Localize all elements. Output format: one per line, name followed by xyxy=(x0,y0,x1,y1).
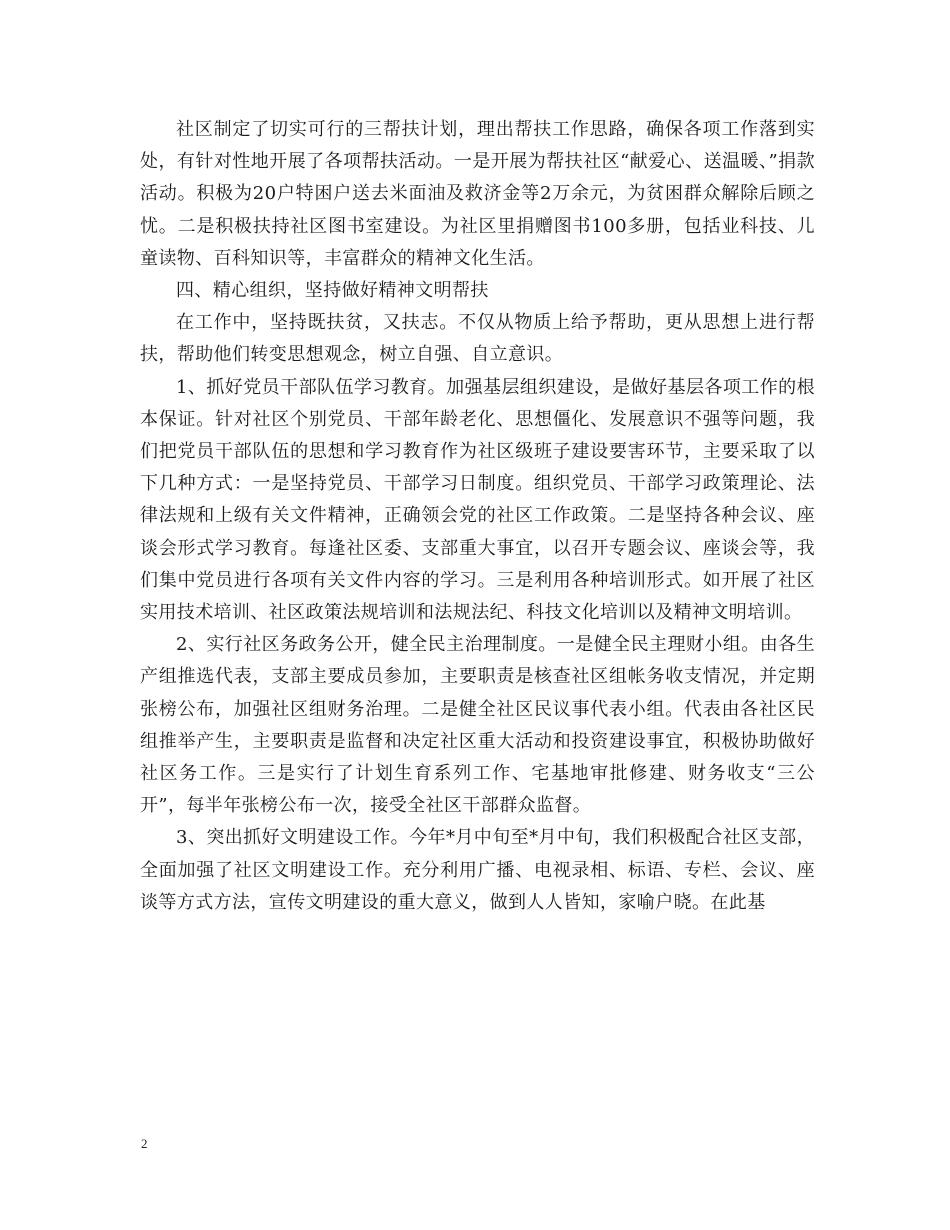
paragraph-party-member-education: 1、抓好党员干部队伍学习教育。加强基层组织建设，是做好基层各项工作的根本保证。针对社区个别党员、干部年龄老化、思想僵化、发展意识不强等问题，我们把党员干部队伍的思想和学习教育作为社区级班子建设要害环节，主要采取了以下几种方式：一是坚持党员、干部学习日制度。组织党员、干部学习政策理论、法律法规和上级有关文件精神，正确领会党的社区工作政策。二是坚持各种会议、座谈会形式学习教育。每逢社区委、支部重大事宜，以召开专题会议、座谈会等，我们集中党员进行各项有关文件内容的学习。三是利用各种培训形式。如开展了社区实用技术培训、社区政策法规培训和法规法纪、科技文化培训以及精神文明培训。 xyxy=(140,376,815,624)
document-body xyxy=(140,114,815,919)
paragraph-civilization-building: 3、突出抓好文明建设工作。今年*月中旬至*月中旬，我们积极配合社区支部，全面加强了社区文明建设工作。充分利用广播、电视录相、标语、专栏、会议、座谈等方式方法，宣传文明建设的重大意义，做到人人皆知，家喻户晓。在此基 xyxy=(140,827,815,913)
paragraph-community-aid-plan: 社区制定了切实可行的三帮扶计划，理出帮扶工作思路，确保各项工作落到实处，有针对性地开展了各项帮扶活动。一是开展为帮扶社区“献爱心、送温暖、”捐款活动。积极为20户特困户送去米面油及救济金等2万余元，为贫困群众解除后顾之忧。二是积极扶持社区图书室建设。为社区里捐赠图书100多册，包括业科技、儿童读物、百科知识等，丰富群众的精神文化生活。 xyxy=(140,119,815,269)
paragraph-affairs-openness: 2、实行社区务政务公开，健全民主治理制度。一是健全民主理财小组。由各生产组推选代表，支部主要成员参加，主要职责是核查社区组帐务收支情况，并定期张榜公布，加强社区组财务治理。二是健全社区民议事代表小组。代表由各社区民组推举产生，主要职责是监督和决定社区重大活动和投资建设事宜，积极协助做好社区务工作。三是实行了计划生育系列工作、宅基地审批修建、财务收支“三公开”，每半年张榜公布一次，接受全社区干部群众监督。 xyxy=(140,634,815,817)
paragraph-poverty-and-will: 在工作中，坚持既扶贫，又扶志。不仅从物质上给予帮助，更从思想上进行帮扶，帮助他们转变思想观念，树立自强、自立意识。 xyxy=(140,312,815,366)
page-number: 2 xyxy=(141,1136,148,1151)
section-heading-spiritual-civilization: 四、精心组织，坚持做好精神文明帮扶 xyxy=(176,280,489,302)
